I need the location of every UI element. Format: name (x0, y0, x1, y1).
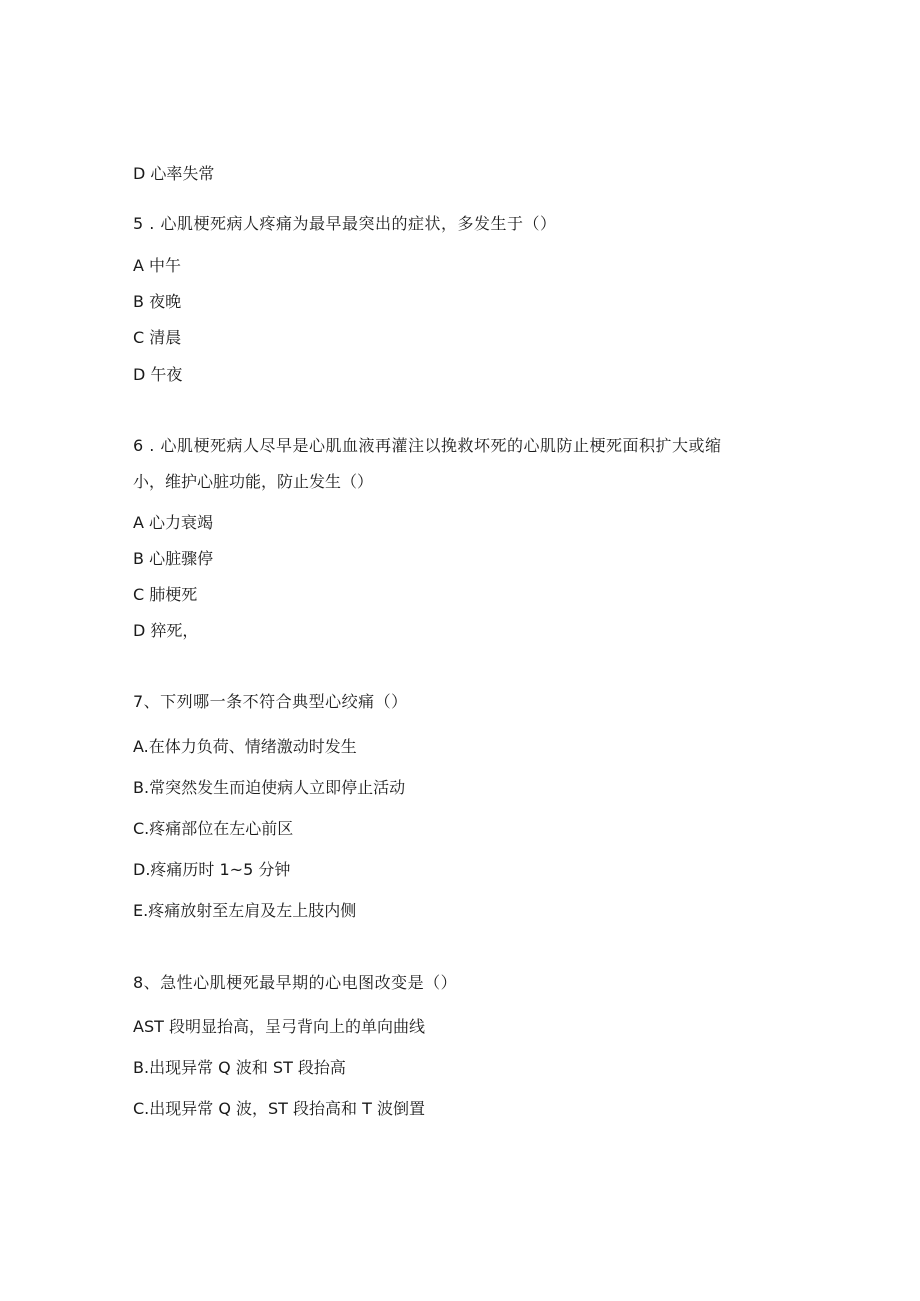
option-text: B 心脏骤停 (133, 549, 214, 568)
option-text: C.疼痛部位在左心前区 (133, 819, 294, 838)
question-text: 5 . 心肌梗死病人疼痛为最早最突出的症状，多发生于（） (133, 214, 557, 233)
option-text: E.疼痛放射至左肩及左上肢内侧 (133, 901, 357, 920)
option-text: D.疼痛历时 1~5 分钟 (133, 860, 291, 879)
option-text: AST 段明显抬高，呈弓背向上的单向曲线 (133, 1017, 425, 1036)
option-text: B.常突然发生而迫使病人立即停止活动 (133, 778, 406, 797)
question-text: 6 . 心肌梗死病人尽早是心肌血液再灌注以挽救坏死的心肌防止梗死面积扩大或缩 (133, 436, 722, 455)
option-text: D 猝死， (133, 621, 199, 640)
option-text: C.出现异常 Q 波，ST 段抬高和 T 波倒置 (133, 1099, 425, 1118)
option-text: B 夜晚 (133, 292, 182, 311)
option-text: B.出现异常 Q 波和 ST 段抬高 (133, 1058, 346, 1077)
option-text: 小，维护心脏功能，防止发生（） (133, 472, 374, 491)
option-text: D 午夜 (133, 365, 183, 384)
question-text: 7、下列哪一条不符合典型心绞痛（） (133, 692, 408, 711)
option-text: C 清晨 (133, 328, 182, 347)
option-text: C 肺梗死 (133, 585, 198, 604)
option-text: A 中午 (133, 256, 182, 275)
option-text: D 心率失常 (133, 164, 215, 183)
question-text: 8、急性心肌梗死最早期的心电图改变是（） (133, 973, 458, 992)
option-text: A 心力衰竭 (133, 513, 214, 532)
option-text: A.在体力负荷、情绪激动时发生 (133, 737, 357, 756)
